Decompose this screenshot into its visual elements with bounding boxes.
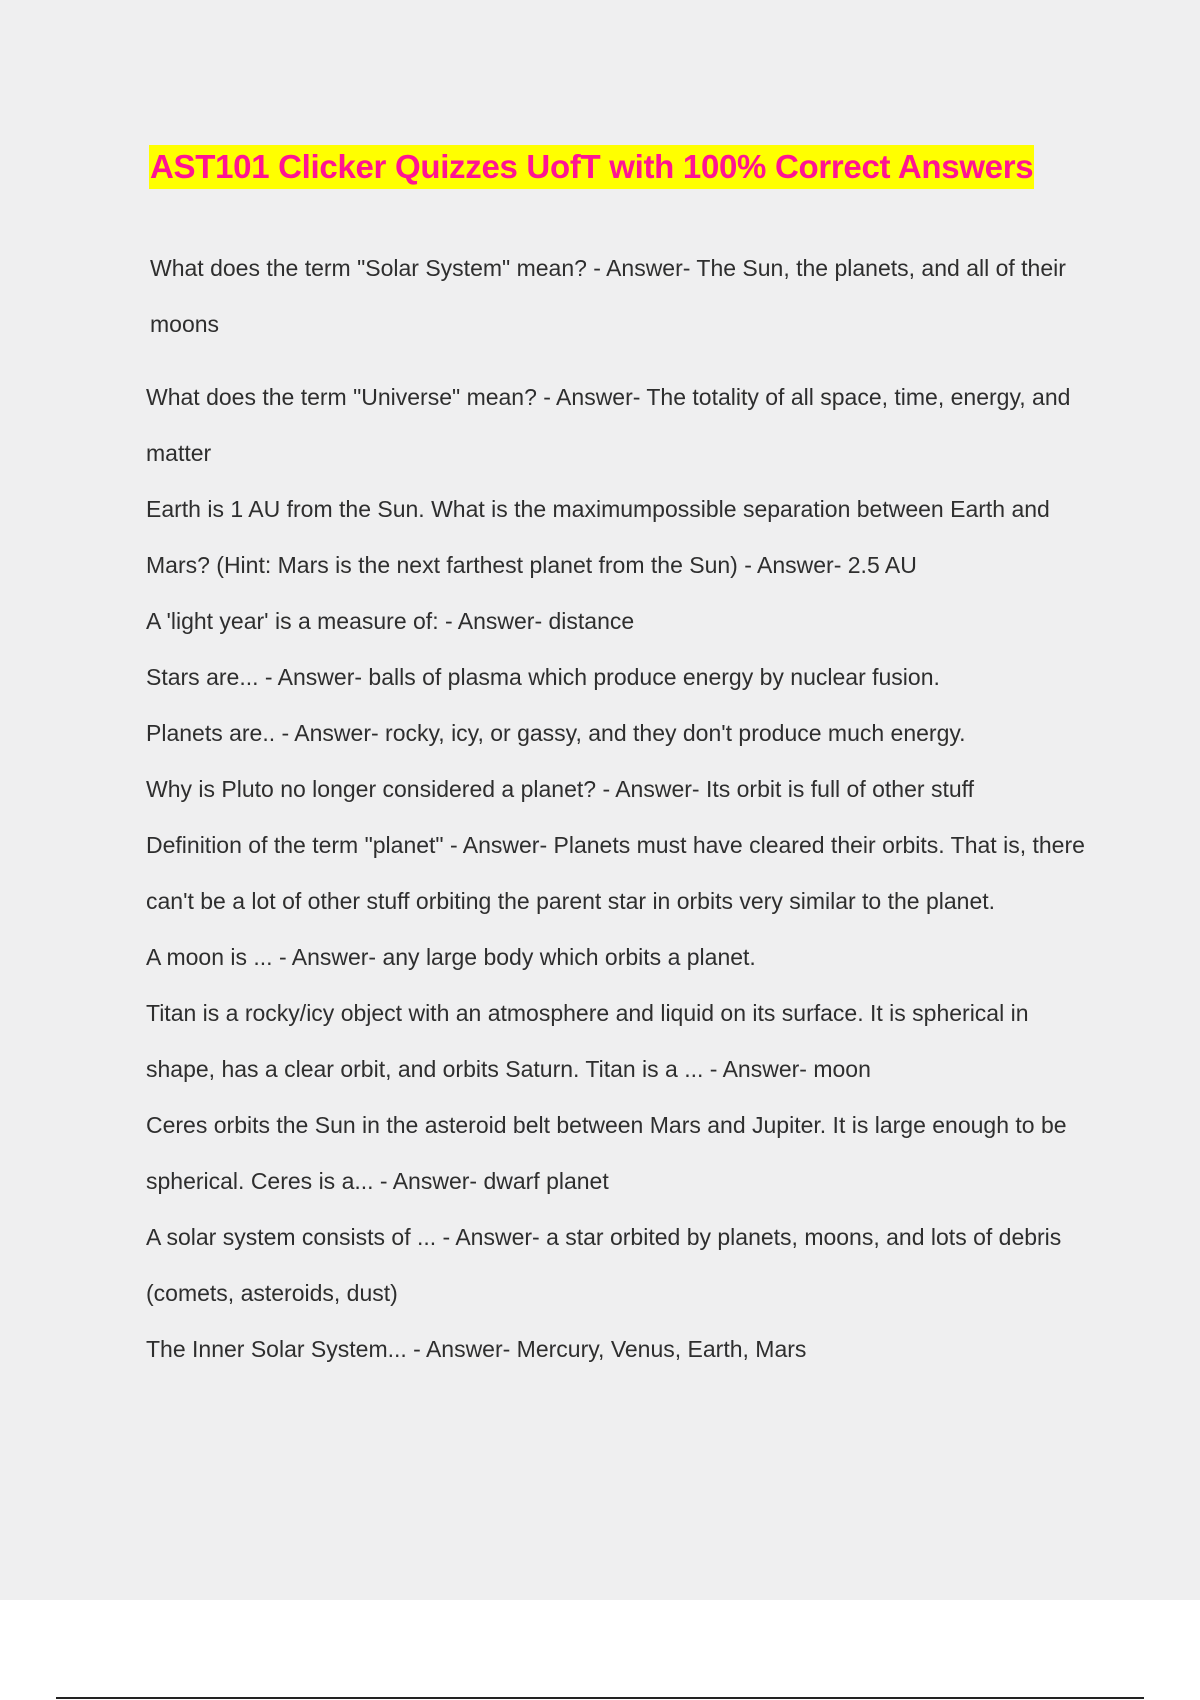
qa-item: Stars are... - Answer- balls of plasma which produce energy by nuclear fusion.: [146, 664, 940, 690]
qa-item: A 'light year' is a measure of: - Answer- distance: [146, 608, 635, 634]
qa-item: A moon is ... - Answer- any large body which orbits a planet.: [146, 944, 756, 970]
qa-item: Titan is a rocky/icy object with an atmosphere and liquid on its surface. It is spherical in shape, has a clear orbit, and orbits Saturn. Titan is a ... - Answer- moon: [146, 1000, 1029, 1082]
qa-item: Ceres orbits the Sun in the asteroid belt between Mars and Jupiter. It is large enough to be spherical. Ceres is a... - Answer- dwarf planet: [146, 1112, 1067, 1194]
qa-item: Planets are.. - Answer- rocky, icy, or gassy, and they don't produce much energy.: [146, 720, 966, 746]
title-container: [149, 145, 1084, 189]
qa-item: Earth is 1 AU from the Sun. What is the maximumpossible separation between Earth and Mars? (Hint: Mars is the next farthest planet from the Sun) - Answer- 2.5 AU: [146, 496, 1050, 578]
qa-item: The Inner Solar System... - Answer- Mercury, Venus, Earth, Mars: [146, 1336, 807, 1362]
qa-item: What does the term "Solar System" mean? - Answer- The Sun, the planets, and all of their moons: [150, 255, 1066, 337]
footer-divider: [56, 1697, 1144, 1699]
document-title: AST101 Clicker Quizzes UofT with 100% Correct Answers: [149, 145, 1034, 189]
qa-item: What does the term "Universe" mean? - Answer- The totality of all space, time, energy, and matter: [146, 384, 1071, 466]
qa-item: Why is Pluto no longer considered a planet? - Answer- Its orbit is full of other stuff: [146, 776, 974, 802]
qa-item: A solar system consists of ... - Answer- a star orbited by planets, moons, and lots of debris (comets, asteroids, dust): [146, 1224, 1062, 1306]
question-answer-list: [146, 240, 1086, 1377]
qa-item: Definition of the term "planet" - Answer- Planets must have cleared their orbits. That is, there can't be a lot of other stuff orbiting the parent star in orbits very similar to the planet.: [146, 832, 1085, 914]
